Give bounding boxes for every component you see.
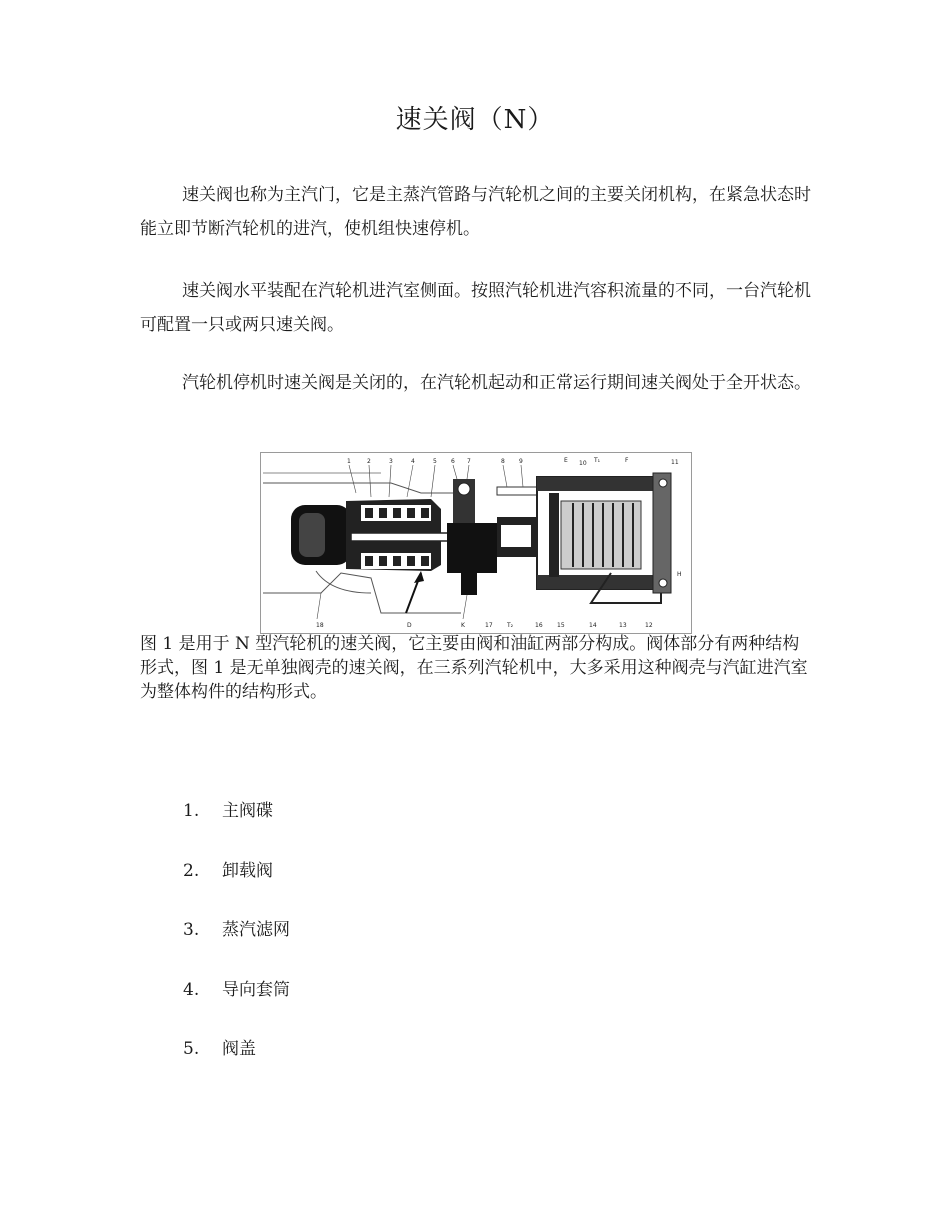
list-item-label: 阀盖 [222,1039,256,1059]
paragraph-operation: 汽轮机停机时速关阀是关闭的，在汽轮机起动和正常运行期间速关阀处于全开状态。 [182,373,811,393]
list-item-label: 蒸汽滤网 [222,920,290,940]
callout-label: 3 [389,458,393,465]
callout-label: F [625,457,629,464]
callout-label: 9 [519,458,523,465]
callout-label: 13 [619,622,627,629]
callout-label: 15 [557,622,565,629]
list-item-number: 2. [183,860,200,881]
callout-label: 12 [645,622,653,629]
callout-label: 7 [467,458,471,465]
list-item [183,917,290,977]
callout-label: 6 [451,458,455,465]
list-item-number: 5. [183,1039,200,1059]
list-item-label: 导向套筒 [222,979,290,1000]
callout-label: T₁ [594,457,601,464]
page-title: 速关阀（N） [395,105,555,135]
list-item [183,1036,290,1096]
callout-label: E [564,457,568,464]
list-item-number: 1. [183,801,200,821]
list-item [183,977,290,1037]
callout-label: 2 [367,458,371,465]
paragraph-intro: 速关阀也称为主汽门，它是主蒸汽管路与汽轮机之间的主要关闭机构，在紧急状态时能立即节断汽轮机的进汽，使机组快速停机。 [140,185,811,239]
list-item-label: 主阀碟 [222,801,273,821]
callouts-top [347,457,679,467]
callout-label: 4 [411,458,415,465]
callout-label: 5 [433,458,437,465]
valve-cross-section-figure [260,452,692,634]
callout-label: 17 [485,622,493,629]
callout-label: 18 [316,622,324,629]
list-item-label: 卸载阀 [222,860,273,881]
figure-caption: 图 1 是用于 N 型汽轮机的速关阀，它主要由阀和油缸两部分构成。阀体部分有两种结构形式，图 1 是无单独阀壳的速关阀，在三系列汽轮机中，大多采用这种阀壳与汽缸进汽室为整体构件的结构形式。 [140,634,808,702]
parts-list [183,798,290,1096]
callout-label: 16 [535,622,543,629]
callout-label: T₂ [507,622,514,629]
callout-label: H [677,571,682,578]
callout-label: K [461,622,465,629]
callout-label: 10 [579,460,587,467]
valve-drawing [261,453,691,633]
callout-label: D [407,622,412,629]
list-item-number: 3. [183,920,200,940]
paragraph-installation: 速关阀水平装配在汽轮机进汽室侧面。按照汽轮机进汽容积流量的不同，一台汽轮机可配置一只或两只速关阀。 [140,281,811,335]
callout-label: 8 [501,458,505,465]
list-item [183,798,290,858]
callout-label: 14 [589,622,597,629]
list-item-number: 4. [183,979,200,1000]
list-item [183,858,290,918]
callout-label: 1 [347,458,351,465]
callout-label: 11 [671,459,679,466]
